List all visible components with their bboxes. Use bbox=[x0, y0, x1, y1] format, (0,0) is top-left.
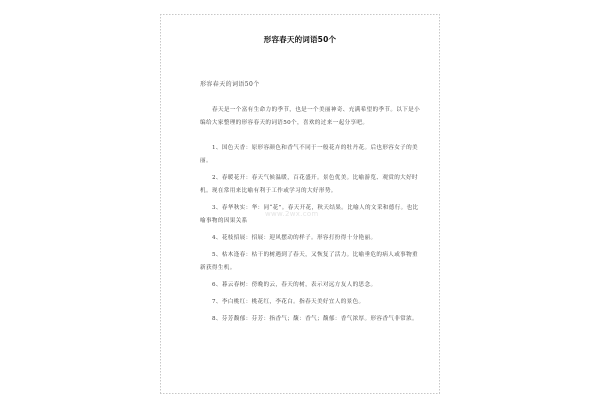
list-item: 3、春华秋实：华：同“花”。春天开花，秋天结果。比喻人的文采和德行。也比喻事物的因果关系 bbox=[200, 205, 419, 224]
intro-paragraph: 春天是一个富有生命力的季节，也是一个美丽神奇、充满希望的季节。以下是小编给大家整理的形容春天的词语50个，喜欢的过来一起分享吧。 bbox=[200, 107, 421, 126]
watermark: www.2wx.com bbox=[265, 210, 319, 218]
document-title: 形容春天的词语50个 bbox=[263, 35, 337, 44]
list-item: 6、暮云春树：傍晚的云，春天的树，表示对远方友人的思念。 bbox=[212, 282, 377, 288]
list-item: 8、芬芳馥郁：芬芳：指香气；馥：香气；馥郁：香气浓厚。形容香气非常浓。 bbox=[212, 316, 418, 322]
document-subtitle: 形容春天的词语50个 bbox=[200, 81, 260, 88]
page-border-top bbox=[160, 14, 440, 15]
list-item: 4、花枝招展：招展：迎风摆动的样子。形容打扮得十分艳丽。 bbox=[212, 235, 377, 241]
list-item: 1、国色天香：原形容颜色和香气不同于一般花卉的牡丹花。后也形容女子的美丽。 bbox=[200, 145, 418, 164]
list-item: 5、枯木逢春：枯干的树遇到了春天，又恢复了活力。比喻垂危的病人或事物重新获得生机。 bbox=[200, 252, 418, 271]
page-border-bottom bbox=[160, 393, 440, 394]
page-border-left bbox=[160, 14, 161, 394]
list-item: 2、春暖花开：春天气候温暖，百花盛开。景色优美。比喻游览、观赏的大好时机。现在常用来比喻有利于工作或学习的大好形势。 bbox=[200, 175, 418, 194]
list-item: 7、李白桃红：桃花红，李花白。指春天美好宜人的景色。 bbox=[212, 299, 365, 305]
page-border-right bbox=[439, 14, 440, 394]
